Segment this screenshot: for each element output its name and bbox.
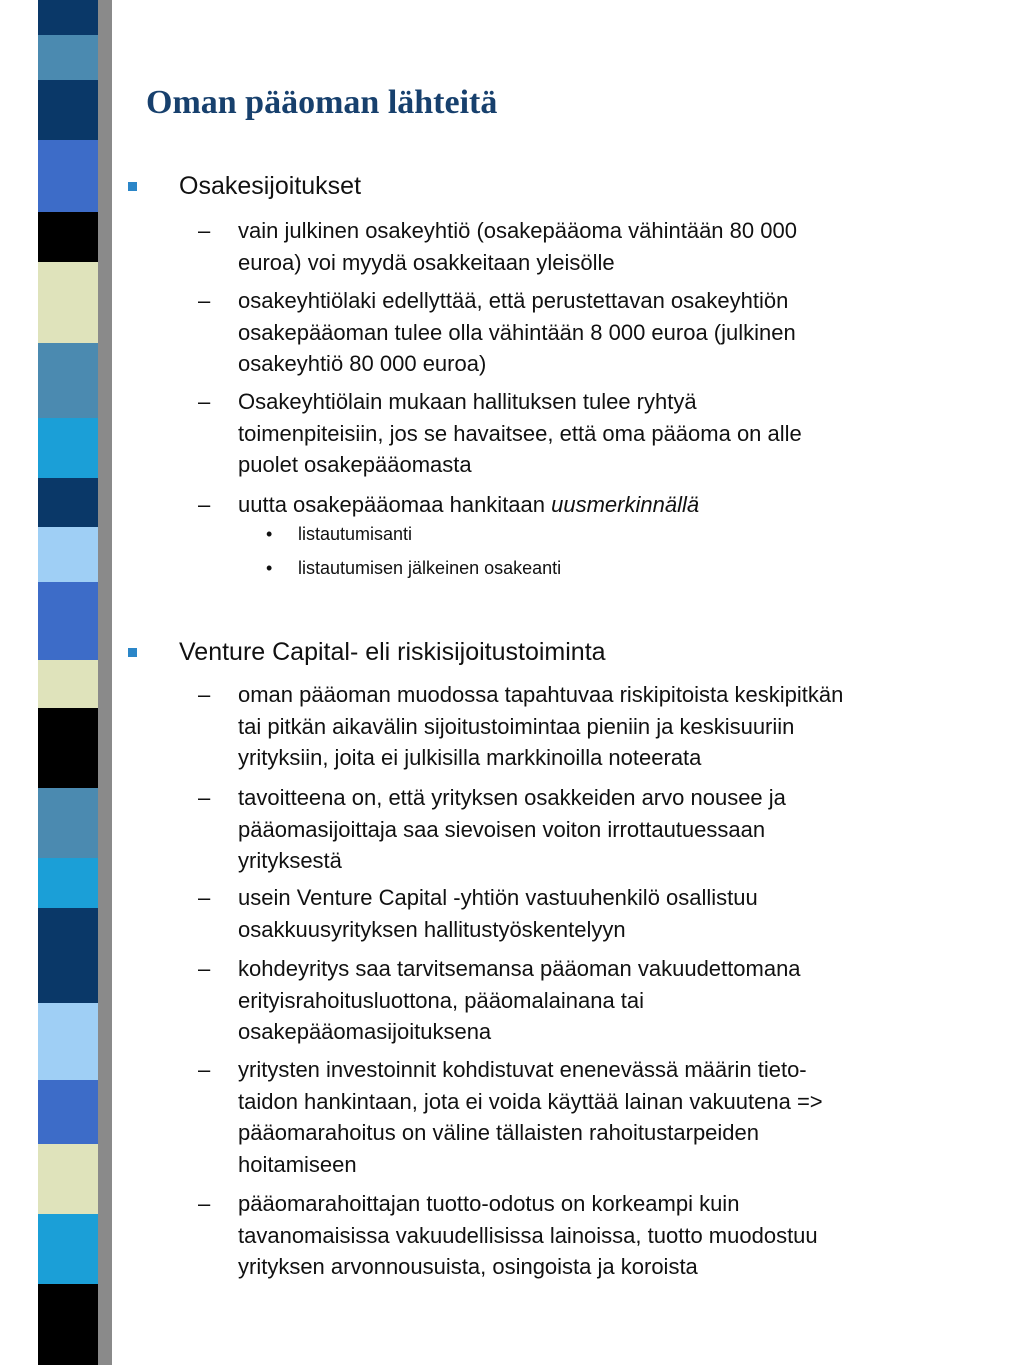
stripe-segment (38, 527, 98, 582)
list-item-line: yritysten investoinnit kohdistuvat enenevässä määrin tieto- (238, 1057, 807, 1082)
sub-list-item-text: listautumisanti (298, 524, 413, 544)
stripe-segment (38, 660, 98, 708)
sub-list-item-text: listautumisen jälkeinen osakeanti (298, 558, 562, 578)
dash-bullet-icon: – (198, 1191, 211, 1216)
dash-bullet-icon: – (198, 682, 211, 707)
list-item-line: usein Venture Capital -yhtiön vastuuhenkilö osallistuu (238, 885, 758, 910)
stripe-segment (38, 212, 98, 262)
list-item-line: osakkuusyrityksen hallitustyöskentelyyn (238, 916, 626, 942)
list-item-line: osakeyhtiölaki edellyttää, että perustettavan osakeyhtiön (238, 288, 789, 313)
list-item-line: tavoitteena on, että yrityksen osakkeiden arvo nousee ja (238, 785, 786, 810)
dash-bullet-icon: – (198, 1057, 211, 1082)
list-item-line: osakepääoman tulee olla vähintään 8 000 euroa (julkinen (238, 319, 796, 345)
list-item-line: pääomasijoittaja saa sievoisen voiton irrottautuessaan (238, 816, 766, 842)
list-item-line: oman pääoman muodossa tapahtuvaa riskipitoista keskipitkän (238, 682, 844, 707)
stripe-segment (38, 788, 98, 858)
list-item-line: osakepääomasijoituksena (238, 1019, 492, 1044)
stripe-segment (38, 908, 98, 1003)
list-item-line: erityisrahoitusluottona, pääomalainana tai (238, 987, 645, 1013)
emphasis-text: uusmerkinnällä (551, 492, 700, 517)
list-item-line: pääomarahoittajan tuotto-odotus on korkeampi kuin (238, 1191, 740, 1216)
stripe-segment (38, 418, 98, 478)
stripe-segment (38, 80, 98, 140)
dash-bullet-icon: – (198, 885, 211, 910)
stripe-segment (38, 708, 98, 788)
list-item-line: euroa) voi myydä osakkeitaan yleisölle (238, 249, 615, 275)
section-heading-text: Osakesijoitukset (179, 172, 362, 200)
stripe-segment (38, 1144, 98, 1214)
square-bullet-icon (128, 648, 137, 657)
list-item-line: puolet osakepääomasta (238, 452, 472, 477)
list-item-line: hoitamiseen (238, 1151, 357, 1177)
dash-bullet-icon: – (198, 389, 211, 414)
list-item-line (238, 489, 699, 521)
stripe-segment (38, 858, 98, 908)
stripe-segment (38, 1003, 98, 1080)
list-item-line: pääomarahoitus on väline tällaisten rahoitustarpeiden (238, 1120, 760, 1145)
stripe-segment (38, 1080, 98, 1144)
stripe-segment (38, 478, 98, 527)
stripe-segment (38, 1284, 98, 1365)
stripe-segment (38, 35, 98, 80)
list-item-line-text: uutta osakepääomaa hankitaan (238, 492, 552, 517)
dash-bullet-icon: – (198, 785, 211, 810)
stripe-segment (38, 262, 98, 343)
dash-bullet-icon: – (198, 218, 211, 243)
dash-bullet-icon: – (198, 492, 211, 517)
square-bullet-icon (128, 182, 137, 191)
list-item-line: yrityksestä (238, 848, 342, 873)
list-item-line: kohdeyritys saa tarvitsemansa pääoman vakuudettomana (238, 956, 801, 981)
list-item-line: vain julkinen osakeyhtiö (osakepääoma vähintään 80 000 (238, 218, 797, 243)
dash-bullet-icon: – (198, 288, 211, 313)
stripe-segment (38, 582, 98, 660)
stripe-segment (38, 1214, 98, 1284)
list-item-line: tai pitkän aikavälin sijoitustoimintaa pieniin ja keskisuuriin (238, 713, 795, 739)
dot-bullet-icon: • (266, 558, 273, 578)
list-item-line: yrityksen arvonnousuista, osingoista ja koroista (238, 1254, 698, 1279)
list-item-line: toimenpiteisiin, jos se havaitsee, että oma pääoma on alle (238, 420, 802, 446)
stripe-segment (38, 140, 98, 212)
list-item-line: Osakeyhtiölain mukaan hallituksen tulee ryhtyä (238, 389, 697, 414)
stripe-segment (38, 343, 98, 418)
list-item-line: osakeyhtiö 80 000 euroa) (238, 351, 487, 376)
decorative-stripe-bar (0, 0, 120, 1365)
list-item-line: tavanomaisissa vakuudellisissa lainoissa, tuotto muodostuu (238, 1222, 818, 1248)
list-item-line: taidon hankintaan, jota ei voida käyttää lainan vakuutena => (238, 1088, 823, 1114)
section-heading-text: Venture Capital- eli riskisijoitustoiminta (179, 638, 606, 666)
slide-title: Oman pääoman lähteitä (146, 84, 498, 121)
stripe-column (38, 0, 98, 1365)
dot-bullet-icon: • (266, 524, 273, 544)
stripe-segment (38, 0, 98, 35)
dash-bullet-icon: – (198, 956, 211, 981)
list-item-line: yrityksiin, joita ei julkisilla markkinoilla noteerata (238, 745, 702, 770)
